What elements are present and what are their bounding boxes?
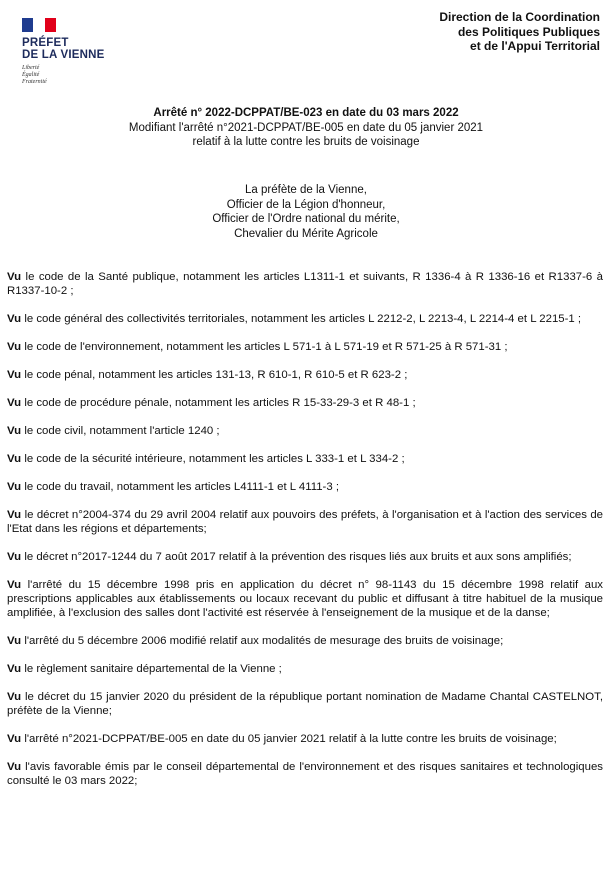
vu-label: Vu <box>7 369 22 381</box>
prefete-line-3: Officier de l'Ordre national du mérite, <box>212 213 400 225</box>
visa-text: le code de l'environnement, notamment les articles L 571-1 à L 571-19 et R 571-25 à R 571-31 ; <box>24 341 508 353</box>
vu-label: Vu <box>7 453 22 465</box>
direction-header <box>340 10 600 54</box>
visa-item <box>7 578 603 620</box>
arrete-heading <box>0 106 612 150</box>
vu-label: Vu <box>7 761 22 773</box>
visa-item <box>7 760 603 788</box>
visa-text: le code général des collectivités territoriales, notamment les articles L 2212-2, L 2213-4, L 2214-4 et L 2215-1 ; <box>24 313 582 325</box>
visa-item <box>7 634 603 648</box>
visa-item <box>7 690 603 718</box>
visa-text: l'arrêté du 5 décembre 2006 modifié relatif aux modalités de mesurage des bruits de voisinage; <box>24 635 504 647</box>
vu-label: Vu <box>7 691 22 703</box>
visas-list <box>7 270 603 802</box>
vu-label: Vu <box>7 733 22 745</box>
visa-text: le code de la Santé publique, notamment les articles L1311-1 et suivants, R 1336-4 à R 1336-16 et R1337-6 à R1337-10-2 ; <box>7 271 603 297</box>
vu-label: Vu <box>7 271 22 283</box>
vu-label: Vu <box>7 635 22 647</box>
visa-item <box>7 508 603 536</box>
visa-text: le décret n°2017-1244 du 7 août 2017 relatif à la prévention des risques liés aux bruits et aux sons amplifiés; <box>24 551 572 563</box>
visa-text: le règlement sanitaire départemental de la Vienne ; <box>24 663 282 675</box>
vu-label: Vu <box>7 663 22 675</box>
visa-item <box>7 270 603 298</box>
devise-egalite: Égalité <box>22 72 40 78</box>
visa-text: le code civil, notamment l'article 1240 ; <box>24 425 220 437</box>
arrete-subtitle-1: Modifiant l'arrêté n°2021-DCPPAT/BE-005 en date du 05 janvier 2021 <box>128 121 484 134</box>
visa-item <box>7 312 603 326</box>
vu-label: Vu <box>7 481 22 493</box>
prefete-line-4: Chevalier du Mérite Agricole <box>234 227 378 240</box>
devise-fraternite: Fraternité <box>22 79 47 85</box>
direction-line-2: des Politiques Publiques <box>457 24 600 39</box>
visa-item <box>7 550 603 564</box>
visa-item <box>7 368 603 382</box>
devise <box>22 65 132 86</box>
direction-line-3: et de l'Appui Territorial <box>470 39 600 53</box>
visa-text: le code du travail, notamment les articles L4111-1 et L 4111-3 ; <box>24 481 339 493</box>
visa-text: l'arrêté du 15 décembre 1998 pris en application du décret n° 98-1143 du 15 décembre 1998 relatif aux prescriptions applicables aux établissements ou locaux recevant du public et diffusant à titre habituel de la musique amplifiée, à l'exclusion des salles dont l'activité est réservée à l'enseignement de la musique et de la danse; <box>7 579 603 619</box>
prefecture-logo <box>22 18 132 86</box>
vu-label: Vu <box>7 425 22 437</box>
visa-text: l'avis favorable émis par le conseil départemental de l'environnement et des risques sanitaires et technologiques consulté le 03 mars 2022; <box>7 761 603 787</box>
vu-label: Vu <box>7 551 22 563</box>
visa-item <box>7 396 603 410</box>
visa-item <box>7 732 603 746</box>
visa-text: le décret n°2004-374 du 29 avril 2004 relatif aux pouvoirs des préfets, à l'organisation et à l'action des services de l'Etat dans les régions et départements; <box>7 509 603 535</box>
direction-line-1: Direction de la Coordination <box>439 10 600 24</box>
vu-label: Vu <box>7 509 22 521</box>
vu-label: Vu <box>7 579 22 591</box>
visa-item <box>7 480 603 494</box>
vu-label: Vu <box>7 397 22 409</box>
visa-item <box>7 424 603 438</box>
marianne-flag-icon <box>22 18 56 32</box>
visa-text: le code pénal, notamment les articles 131-13, R 610-1, R 610-5 et R 623-2 ; <box>24 369 408 381</box>
vu-label: Vu <box>7 341 22 353</box>
vu-label: Vu <box>7 313 22 325</box>
prefet-name-line2: DE LA VIENNE <box>22 49 105 61</box>
visa-item <box>7 662 603 676</box>
arrete-subtitle-2: relatif à la lutte contre les bruits de voisinage <box>192 136 420 148</box>
prefete-line-1: La préfète de la Vienne, <box>245 184 367 196</box>
arrete-title: Arrêté n° 2022-DCPPAT/BE-023 en date du 03 mars 2022 <box>153 107 459 119</box>
visa-text: le code de la sécurité intérieure, notamment les articles L 333-1 et L 334-2 ; <box>24 453 405 465</box>
prefete-titles <box>0 183 612 241</box>
visa-text: l'arrêté n°2021-DCPPAT/BE-005 en date du 05 janvier 2021 relatif à la lutte contre les bruits de voisinage; <box>24 733 557 745</box>
visa-text: le décret du 15 janvier 2020 du président de la république portant nomination de Madame Chantal CASTELNOT, préfète de la Vienne; <box>7 691 603 717</box>
prefet-name-line1: PRÉFET <box>22 37 69 49</box>
prefete-line-2: Officier de la Légion d'honneur, <box>226 198 386 211</box>
visa-item <box>7 340 603 354</box>
visa-text: le code de procédure pénale, notamment les articles R 15-33-29-3 et R 48-1 ; <box>24 397 416 409</box>
visa-item <box>7 452 603 466</box>
devise-liberte: Liberté <box>22 65 40 71</box>
